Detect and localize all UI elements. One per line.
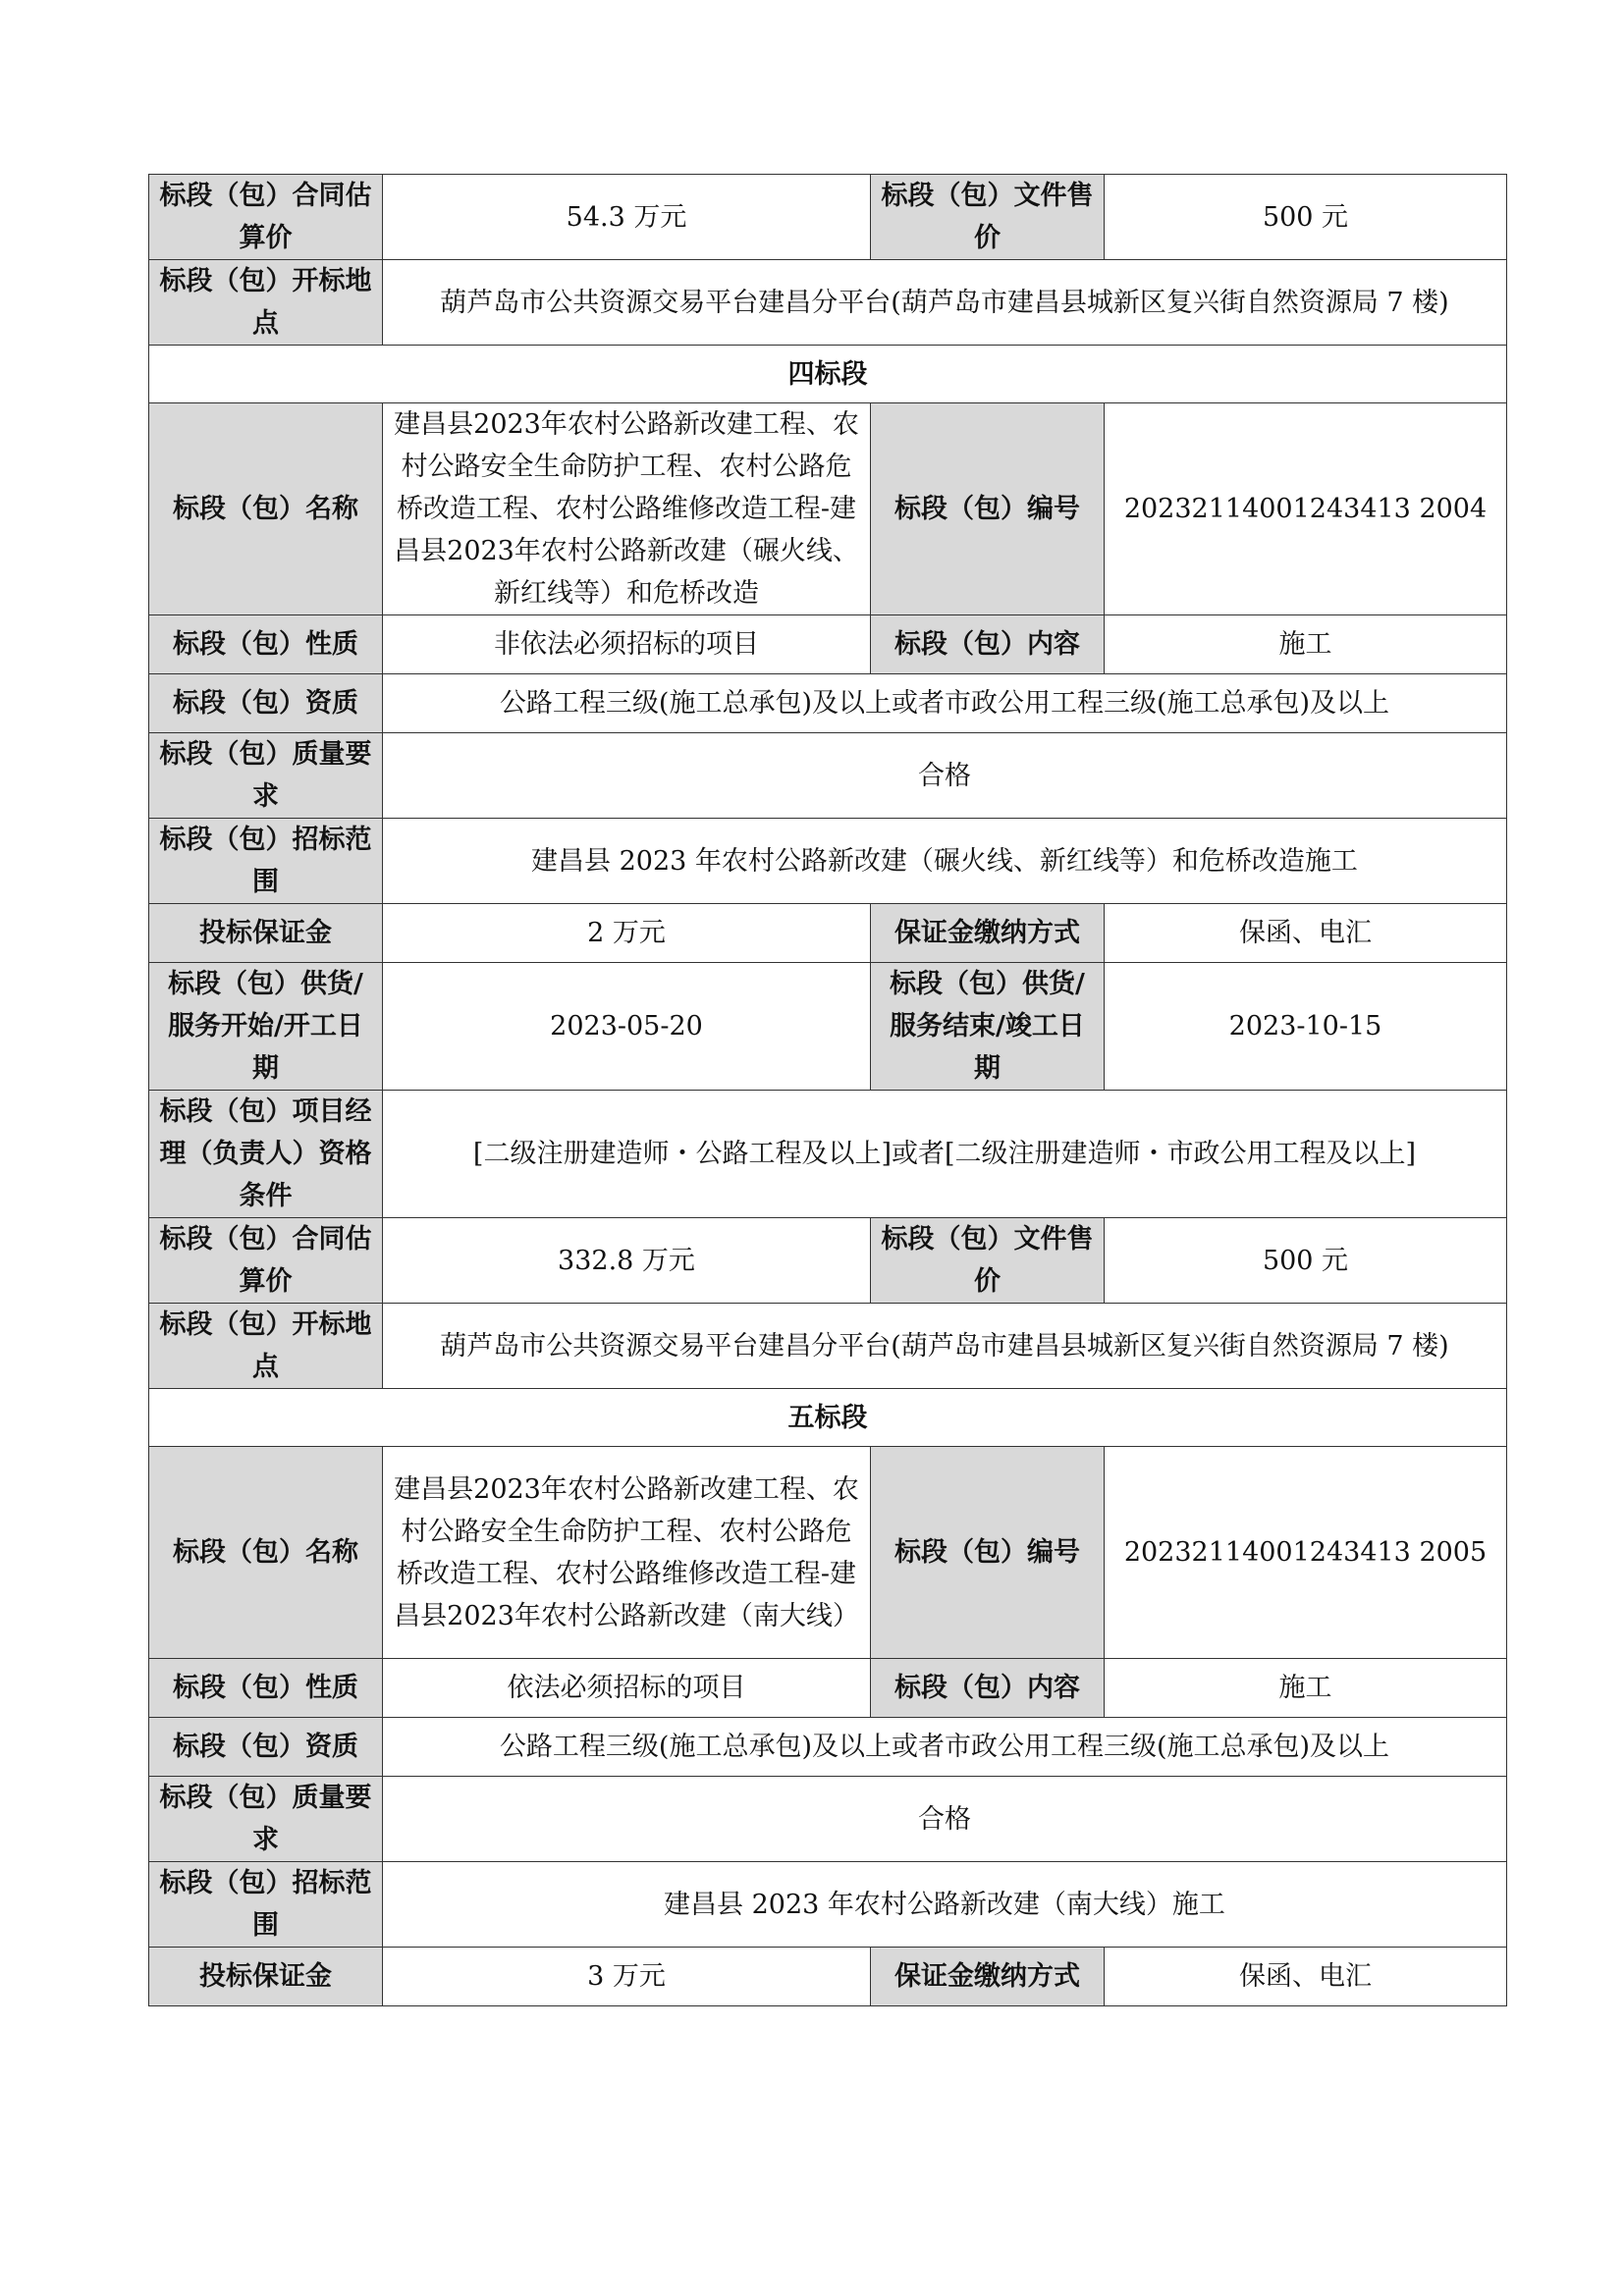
table-row bbox=[149, 1304, 1507, 1389]
section-qualification-label: 标段（包）资质 bbox=[149, 674, 383, 733]
section-content-value: 施工 bbox=[1105, 1659, 1507, 1718]
table-row bbox=[149, 1948, 1507, 2006]
table-row bbox=[149, 1218, 1507, 1304]
section-code-value: 20232114001243413 2005 bbox=[1105, 1447, 1507, 1659]
table-row bbox=[149, 1447, 1507, 1659]
section-name-label: 标段（包）名称 bbox=[149, 403, 383, 615]
table-row bbox=[149, 904, 1507, 963]
section-name-value: 建昌县2023年农村公路新改建工程、农村公路安全生命防护工程、农村公路危桥改造工程、农村公路维修改造工程-建昌县2023年农村公路新改建（南大线） bbox=[383, 1447, 871, 1659]
section-content-label: 标段（包）内容 bbox=[871, 615, 1105, 674]
doc-fee-label: 标段（包）文件售价 bbox=[871, 1218, 1105, 1304]
table-row bbox=[149, 260, 1507, 346]
table-row bbox=[149, 963, 1507, 1091]
section-nature-value: 非依法必须招标的项目 bbox=[383, 615, 871, 674]
table-row bbox=[149, 1777, 1507, 1862]
bid-deposit-value: 2 万元 bbox=[383, 904, 871, 963]
section-scope-value: 建昌县 2023 年农村公路新改建（碾火线、新红线等）和危桥改造施工 bbox=[383, 819, 1507, 904]
project-manager-label: 标段（包）项目经理（负责人）资格条件 bbox=[149, 1091, 383, 1218]
project-manager-value: [二级注册建造师・公路工程及以上]或者[二级注册建造师・市政公用工程及以上] bbox=[383, 1091, 1507, 1218]
section-content-label: 标段（包）内容 bbox=[871, 1659, 1105, 1718]
table-row bbox=[149, 403, 1507, 615]
contract-price-value: 332.8 万元 bbox=[383, 1218, 871, 1304]
section-name-label: 标段（包）名称 bbox=[149, 1447, 383, 1659]
bid-deposit-label: 投标保证金 bbox=[149, 904, 383, 963]
section-qualification-value: 公路工程三级(施工总承包)及以上或者市政公用工程三级(施工总承包)及以上 bbox=[383, 674, 1507, 733]
table-row bbox=[149, 1659, 1507, 1718]
table-row bbox=[149, 615, 1507, 674]
table-row bbox=[149, 733, 1507, 819]
bid-opening-place-value: 葫芦岛市公共资源交易平台建昌分平台(葫芦岛市建昌县城新区复兴街自然资源局 7 楼) bbox=[383, 260, 1507, 346]
section-name-value: 建昌县2023年农村公路新改建工程、农村公路安全生命防护工程、农村公路危桥改造工程、农村公路维修改造工程-建昌县2023年农村公路新改建（碾火线、新红线等）和危桥改造 bbox=[383, 403, 871, 615]
deposit-payment-label: 保证金缴纳方式 bbox=[871, 1948, 1105, 2006]
end-date-label: 标段（包）供货/服务结束/竣工日期 bbox=[871, 963, 1105, 1091]
section-quality-label: 标段（包）质量要求 bbox=[149, 1777, 383, 1862]
section-title: 五标段 bbox=[149, 1389, 1507, 1447]
contract-price-label: 标段（包）合同估算价 bbox=[149, 175, 383, 260]
section-title: 四标段 bbox=[149, 346, 1507, 403]
section-qualification-label: 标段（包）资质 bbox=[149, 1718, 383, 1777]
deposit-payment-value: 保函、电汇 bbox=[1105, 904, 1507, 963]
section-scope-label: 标段（包）招标范围 bbox=[149, 819, 383, 904]
deposit-payment-value: 保函、电汇 bbox=[1105, 1948, 1507, 2006]
section-code-label: 标段（包）编号 bbox=[871, 403, 1105, 615]
section-nature-value: 依法必须招标的项目 bbox=[383, 1659, 871, 1718]
doc-fee-label: 标段（包）文件售价 bbox=[871, 175, 1105, 260]
deposit-payment-label: 保证金缴纳方式 bbox=[871, 904, 1105, 963]
section-scope-label: 标段（包）招标范围 bbox=[149, 1862, 383, 1948]
start-date-label: 标段（包）供货/服务开始/开工日期 bbox=[149, 963, 383, 1091]
section-qualification-value: 公路工程三级(施工总承包)及以上或者市政公用工程三级(施工总承包)及以上 bbox=[383, 1718, 1507, 1777]
bid-opening-place-label: 标段（包）开标地点 bbox=[149, 1304, 383, 1389]
section-scope-value: 建昌县 2023 年农村公路新改建（南大线）施工 bbox=[383, 1862, 1507, 1948]
table-row bbox=[149, 1718, 1507, 1777]
contract-price-label: 标段（包）合同估算价 bbox=[149, 1218, 383, 1304]
table-row bbox=[149, 1091, 1507, 1218]
table-row bbox=[149, 175, 1507, 260]
tender-table bbox=[148, 174, 1507, 2006]
bid-opening-place-label: 标段（包）开标地点 bbox=[149, 260, 383, 346]
table-row bbox=[149, 819, 1507, 904]
section-quality-label: 标段（包）质量要求 bbox=[149, 733, 383, 819]
section-code-value: 20232114001243413 2004 bbox=[1105, 403, 1507, 615]
contract-price-value: 54.3 万元 bbox=[383, 175, 871, 260]
doc-fee-value: 500 元 bbox=[1105, 175, 1507, 260]
end-date-value: 2023-10-15 bbox=[1105, 963, 1507, 1091]
section-row bbox=[149, 1389, 1507, 1447]
bid-deposit-label: 投标保证金 bbox=[149, 1948, 383, 2006]
section-nature-label: 标段（包）性质 bbox=[149, 1659, 383, 1718]
section-code-label: 标段（包）编号 bbox=[871, 1447, 1105, 1659]
table-row bbox=[149, 674, 1507, 733]
section-quality-value: 合格 bbox=[383, 733, 1507, 819]
section-content-value: 施工 bbox=[1105, 615, 1507, 674]
start-date-value: 2023-05-20 bbox=[383, 963, 871, 1091]
bid-opening-place-value: 葫芦岛市公共资源交易平台建昌分平台(葫芦岛市建昌县城新区复兴街自然资源局 7 楼) bbox=[383, 1304, 1507, 1389]
bid-deposit-value: 3 万元 bbox=[383, 1948, 871, 2006]
section-nature-label: 标段（包）性质 bbox=[149, 615, 383, 674]
section-row bbox=[149, 346, 1507, 403]
doc-fee-value: 500 元 bbox=[1105, 1218, 1507, 1304]
section-quality-value: 合格 bbox=[383, 1777, 1507, 1862]
table-row bbox=[149, 1862, 1507, 1948]
